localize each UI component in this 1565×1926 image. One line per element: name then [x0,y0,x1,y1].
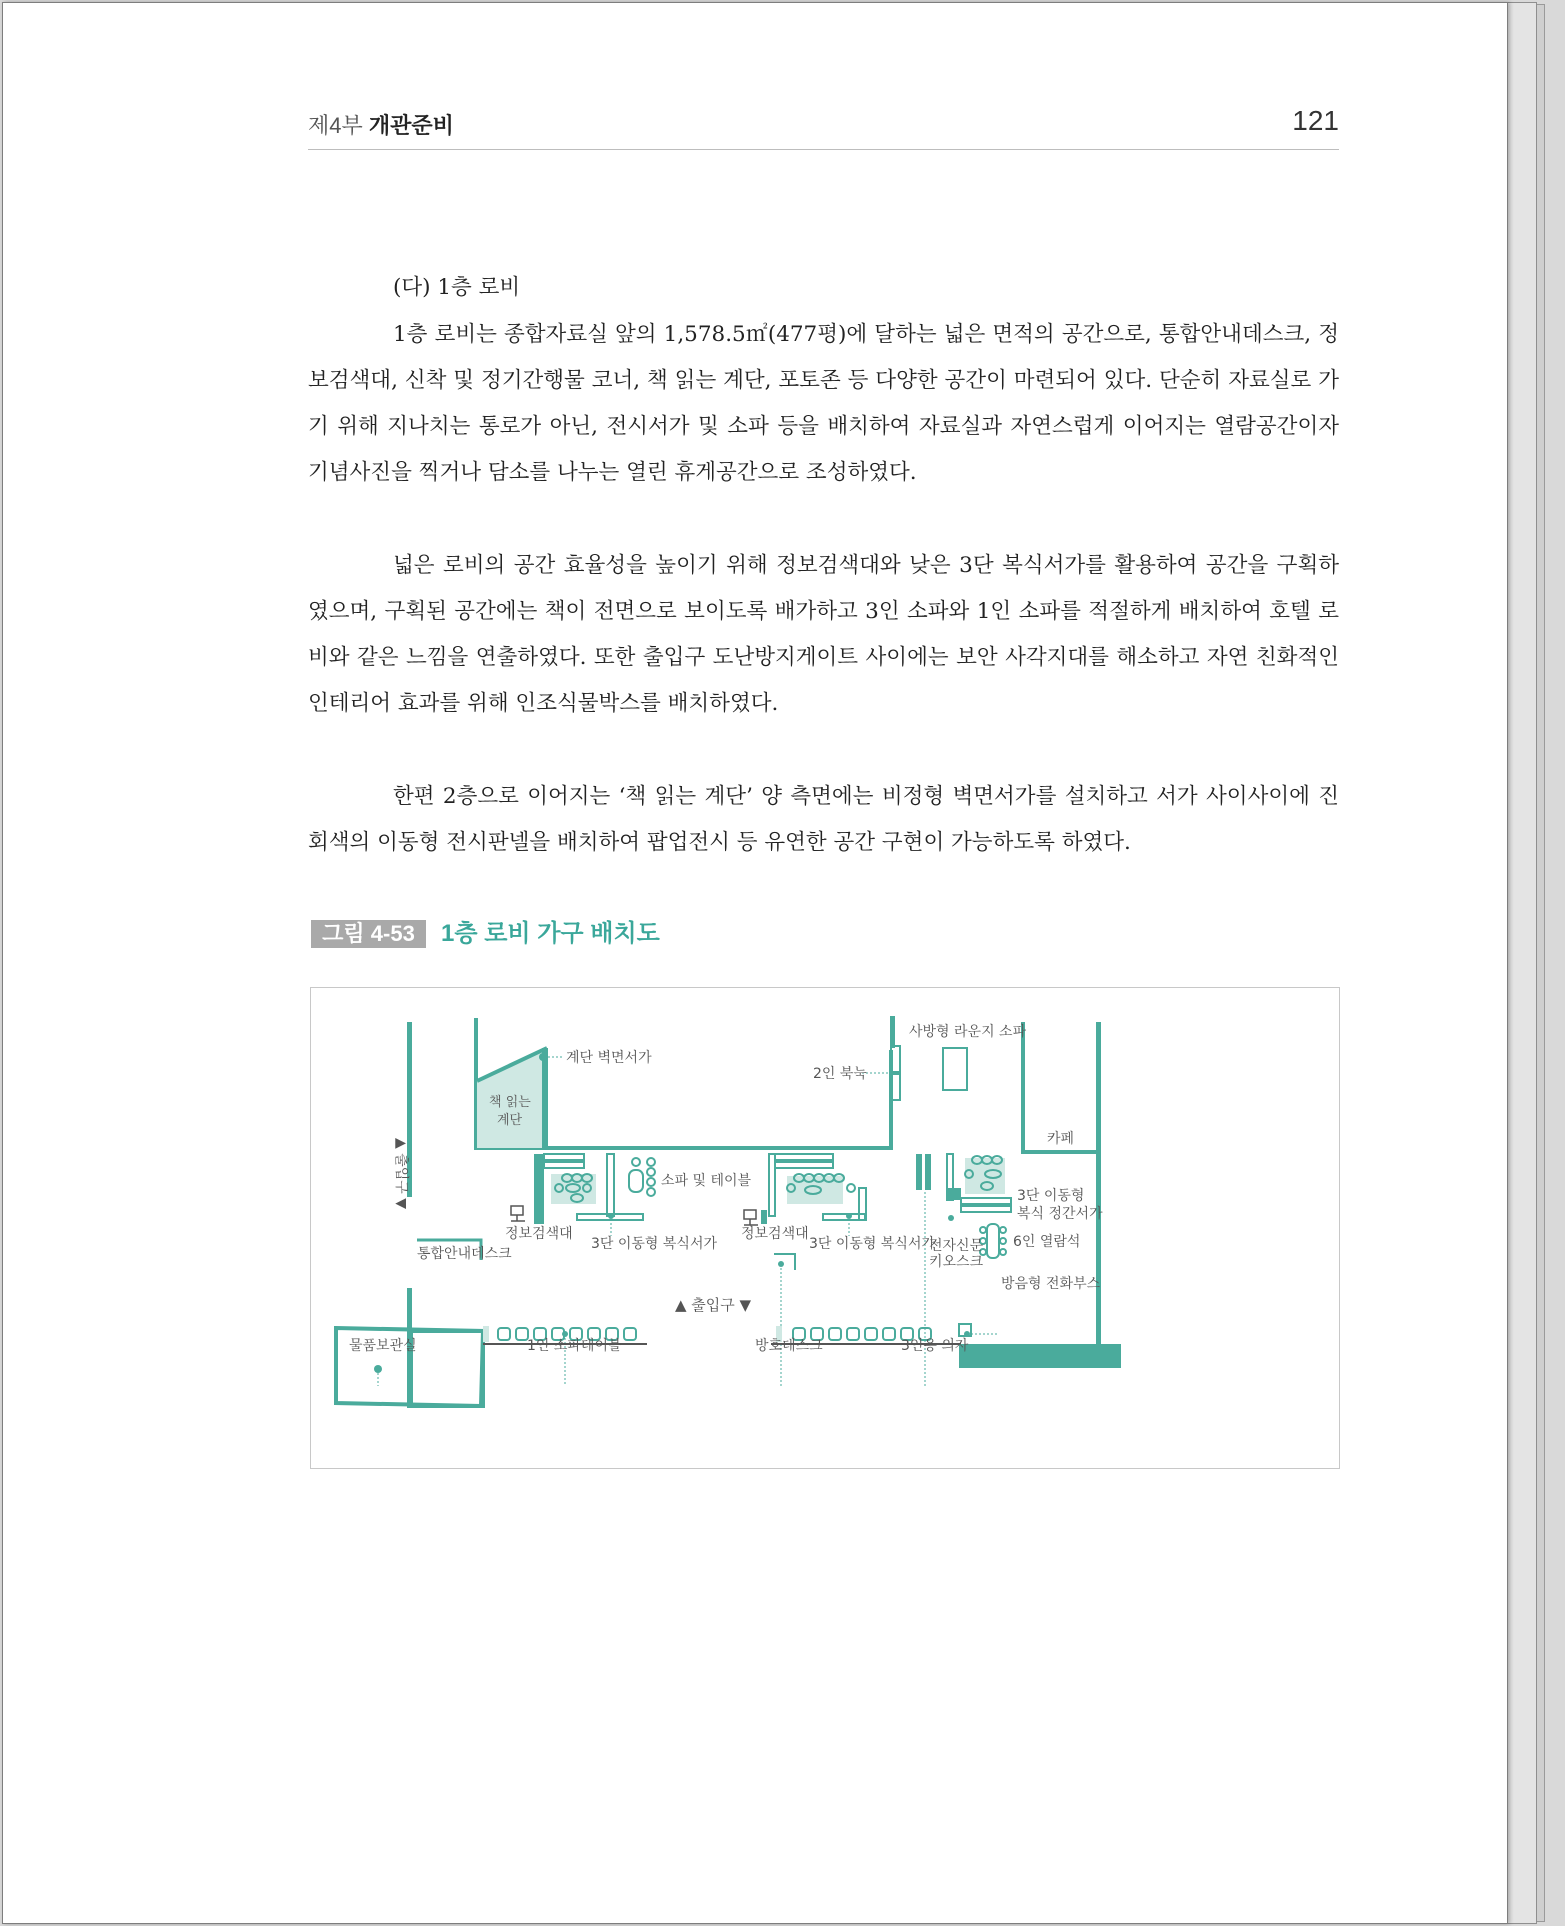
label-book-nook: 2인 북눅 [813,1066,867,1082]
six-seat-table [980,1224,1006,1258]
paragraph-block-3 [308,774,1339,866]
label-three-seat-chair: 3인용 의자 [901,1338,969,1354]
label-phone-booth: 방음형 전화부스 [1001,1276,1101,1292]
floor-plan-figure [310,987,1340,1469]
shelf-marker [846,1213,852,1219]
sofa-table-cluster [629,1158,655,1196]
running-header [308,101,1339,150]
sofa-table-marker [562,1331,568,1337]
label-entrance-side: ▲ 출입구 ▼ [393,1138,409,1210]
sofa-area-left [551,1174,596,1204]
label-integrated-desk: 통합안내데스크 [417,1246,512,1262]
label-reading-stairs-1: 책 읽는 [489,1095,531,1110]
label-magazine-shelf-1: 3단 이동형 [1017,1188,1085,1204]
figure-label: 그림 4-53 [311,920,426,948]
shelf-left-dark [534,1154,544,1224]
label-enews-1: 전자신문 [929,1238,984,1254]
label-guard-desk: 방호데스크 [755,1338,823,1354]
paragraph-block-2 [308,543,1339,727]
label-six-seat: 6인 열람석 [1013,1234,1081,1250]
part-title: 개관준비 [368,113,454,138]
storage-marker [374,1365,382,1373]
page-number: 121 [1292,105,1339,136]
paragraph: 넓은 로비의 공간 효율성을 높이기 위해 정보검색대와 낮은 3단 복식서가를 활용하여 공간을 구획하였으며, 구획된 공간에는 책이 전면으로 보이도록 배가하고 3인 소파와 1인 소파를 적절하게 배치하여 호텔 로비와 같은 느낌을 연출하였다. 또한 출입구 도난방지게이트 사이에는 보안 사각지대를 해소하고 자연 친화적인 인테리어 효과를 위해 인조식물박스를 배치하였다. [308,553,1339,716]
kiosk-stand-right [761,1210,767,1224]
label-storage: 물품보관실 [349,1338,417,1354]
paragraph: 한편 2층으로 이어지는 ‘책 읽는 계단’ 양 측면에는 비정형 벽면서가를 설치하고 서가 사이사이에 진회색의 이동형 전시판넬을 배치하여 팝업전시 등 유연한 공간 구현이 가능하도록 하였다. [308,784,1340,855]
label-magazine-shelf-2: 복식 정간서가 [1017,1206,1103,1222]
label-photo-zone: 포토존 [1026,1299,1067,1315]
label-info-search-right: 정보검색대 [741,1226,809,1242]
wall-shelf [542,1048,548,1148]
wall-top-right-stub [890,1016,895,1048]
wall-right-lower [1096,1288,1101,1344]
label-lounge-sofa: 사방형 라운지 소파 [909,1024,1027,1040]
page-stack-edge-inner [1505,2,1537,1924]
shelf-left-top2 [544,1162,584,1168]
kiosk-icon-right [744,1210,758,1225]
lounge-sofa [943,1048,967,1090]
paragraph-block-1 [308,312,1339,496]
guard-desk-marker [778,1261,784,1267]
label-reading-stairs-2: 계단 [497,1113,523,1128]
photo-zone [959,1344,1121,1368]
three-seat-chair-2 [925,1154,931,1190]
shelf-right-top2 [775,1162,833,1168]
desk-room [411,1331,483,1406]
kiosk-icon-left [511,1206,525,1221]
part-label [308,109,454,140]
floor-plan-diagram [311,988,1339,1468]
label-cafe: 카페 [1047,1131,1075,1147]
guard-desk [774,1254,795,1270]
shelf-right-top [775,1154,833,1160]
figure-title: 1층 로비 가구 배치도 [441,920,660,947]
wall-cafe-bottom [1021,1150,1099,1154]
wall-cafe-left [1021,1022,1025,1152]
wall-shelf-marker [539,1053,547,1061]
label-sofa-table: 소파 및 테이블 [661,1173,752,1189]
label-mobile-shelf-right: 3단 이동형 복식서가 [809,1236,935,1252]
paragraph: 1층 로비는 종합자료실 앞의 1,578.5㎡(477평)에 달하는 넓은 면적의 공간으로, 통합안내데스크, 정보검색대, 신착 및 정기간행물 코너, 책 읽는 계단, 포토존 등 다양한 공간이 마련되어 있다. 단순히 자료실로 가기 위해 지나치는 통로가 아닌, 전시서가 및 소파 등을 배치하여 자료실과 자연스럽게 이어지는 열람공간이자 기념사진을 찍거나 담소를 나누는 열린 휴게공간으로 조성하였다. [308,322,1339,485]
shelf-marker [608,1213,614,1219]
label-enews-2: 키오스크 [929,1254,984,1270]
book-page [2,2,1508,1924]
three-seat-chair-1 [916,1154,922,1190]
mobile-shelf-left-v [607,1154,614,1216]
label-info-search-left: 정보검색대 [505,1226,573,1242]
label-wall-shelf: 계단 벽면서가 [566,1050,652,1066]
mag-shelf-h2 [961,1206,1011,1212]
label-single-sofa-table: 1인 소파테이블 [527,1338,622,1354]
mag-shelf-h [961,1198,1011,1204]
part-number: 제4부 [308,113,363,138]
shelf-left-top [544,1154,584,1160]
phone-booth-marker [964,1331,970,1337]
label-entrance-main: ▲ 출입구 ▼ [675,1296,752,1314]
plant-box [483,1326,489,1342]
enews-marker [948,1215,954,1221]
label-mobile-shelf-left: 3단 이동형 복식서가 [591,1236,717,1252]
section-subheading: (다) 1층 로비 [393,275,521,300]
